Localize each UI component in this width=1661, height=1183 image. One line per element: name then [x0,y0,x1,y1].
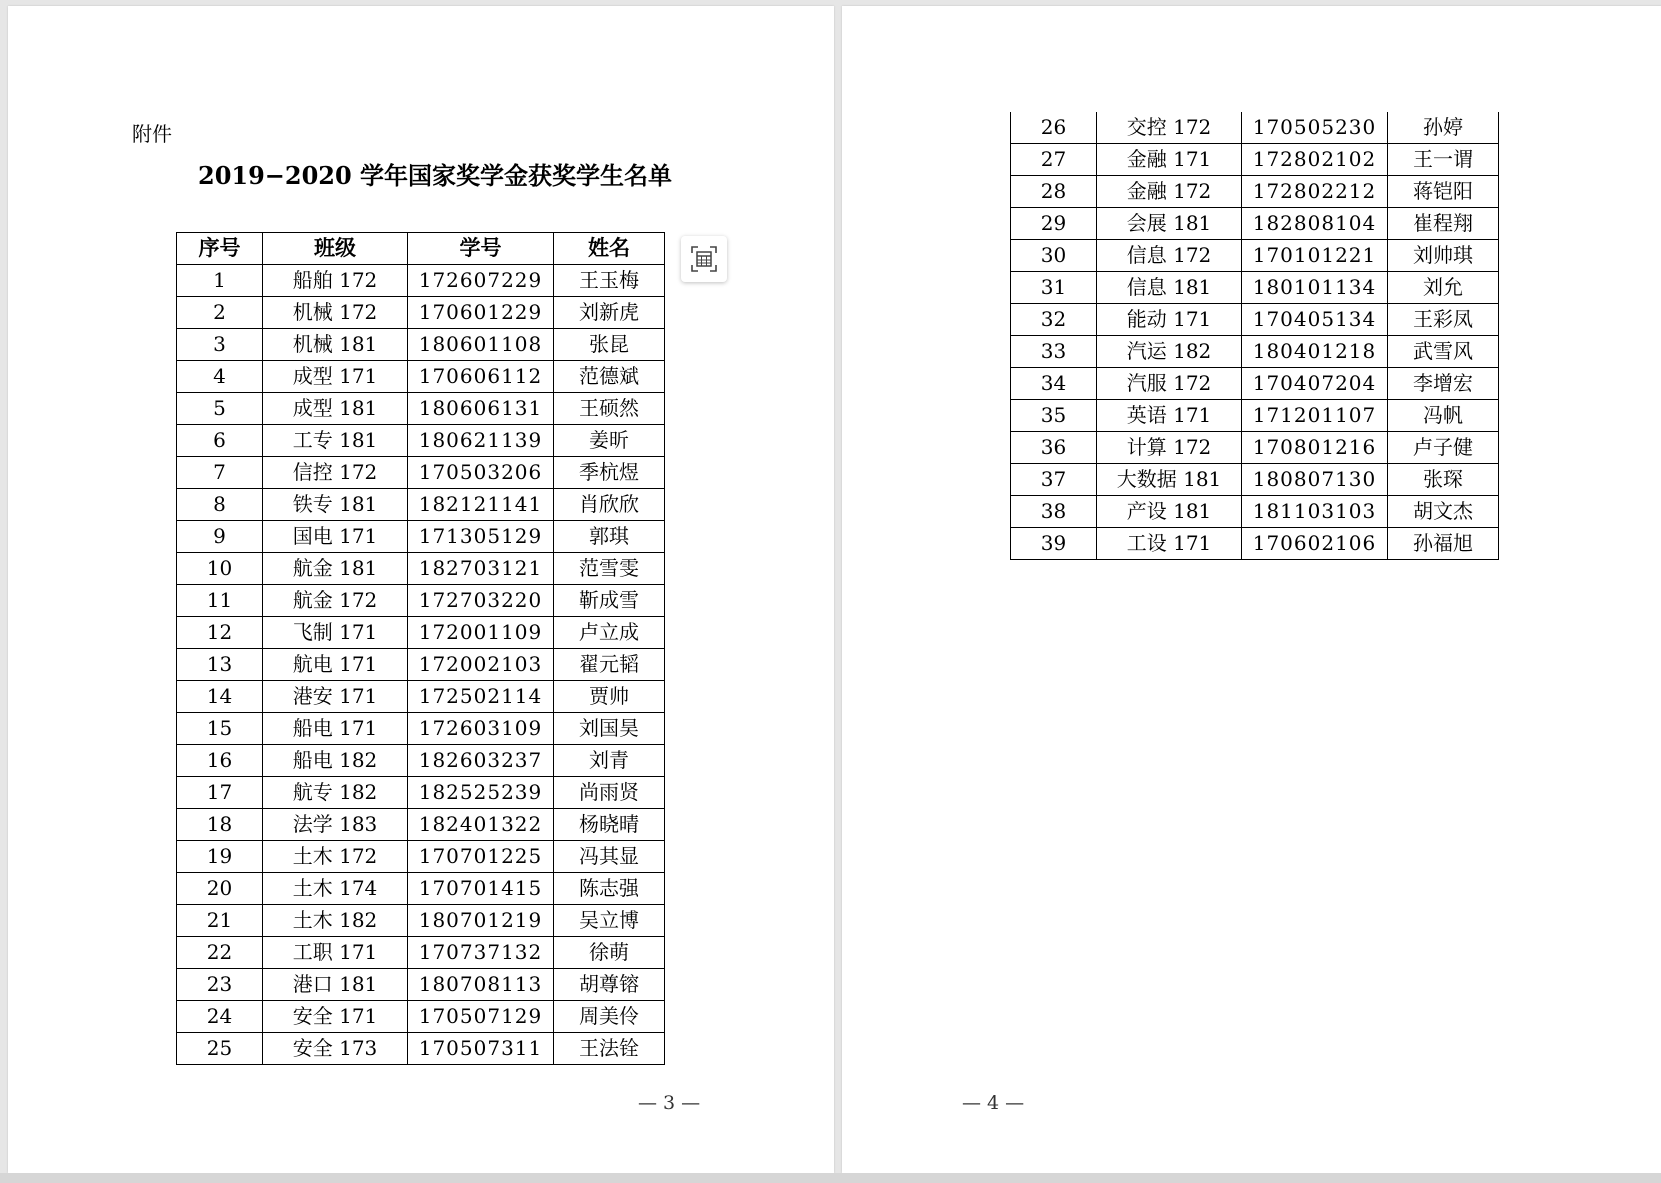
cell-name: 翟元韬 [554,649,665,681]
page-number-3: — 3 — [638,1092,701,1114]
cell-student-id: 170505230 [1242,112,1388,144]
cell-class: 交控 172 [1097,112,1242,144]
cell-index: 33 [1011,336,1097,368]
cell-index: 37 [1011,464,1097,496]
cell-name: 王彩凤 [1388,304,1499,336]
table-row [177,681,665,713]
cell-student-id: 170801216 [1242,432,1388,464]
cell-name: 王一谓 [1388,144,1499,176]
cell-name: 蒋铠阳 [1388,176,1499,208]
cell-class: 汽运 182 [1097,336,1242,368]
cell-class: 航金 172 [263,585,408,617]
cell-student-id: 180621139 [408,425,554,457]
cell-student-id: 182525239 [408,777,554,809]
cell-class: 船电 171 [263,713,408,745]
cell-student-id: 170602106 [1242,528,1388,560]
table-row [177,457,665,489]
cell-class: 机械 181 [263,329,408,361]
cell-student-id: 171201107 [1242,400,1388,432]
cell-index: 34 [1011,368,1097,400]
cell-name: 卢子健 [1388,432,1499,464]
table-header-row [177,233,665,265]
cell-index: 28 [1011,176,1097,208]
cell-student-id: 180701219 [408,905,554,937]
cell-student-id: 180401218 [1242,336,1388,368]
cell-student-id: 180606131 [408,393,554,425]
header-index: 序号 [177,233,263,265]
table-row [177,361,665,393]
table-row [177,585,665,617]
cell-class: 航专 182 [263,777,408,809]
attachment-label: 附件 [132,122,172,146]
cell-index: 26 [1011,112,1097,144]
table-row [177,841,665,873]
cell-name: 王玉梅 [554,265,665,297]
cell-index: 32 [1011,304,1097,336]
cell-index: 31 [1011,272,1097,304]
table-row [177,777,665,809]
cell-name: 刘新虎 [554,297,665,329]
cell-name: 卢立成 [554,617,665,649]
cell-index: 2 [177,297,263,329]
scholarship-table-page-4 [1010,112,1499,560]
table-row [1011,272,1499,304]
cell-class: 工设 171 [1097,528,1242,560]
table-row [177,393,665,425]
cell-name: 靳成雪 [554,585,665,617]
cell-class: 安全 171 [263,1001,408,1033]
cell-index: 27 [1011,144,1097,176]
table-row [177,905,665,937]
table-row [177,521,665,553]
cell-name: 李增宏 [1388,368,1499,400]
table-row [177,425,665,457]
cell-index: 13 [177,649,263,681]
cell-class: 国电 171 [263,521,408,553]
cell-student-id: 180101134 [1242,272,1388,304]
table-calculator-icon [690,245,718,273]
cell-class: 英语 171 [1097,400,1242,432]
cell-student-id: 170737132 [408,937,554,969]
table-row [1011,144,1499,176]
cell-name: 范雪雯 [554,553,665,585]
header-class: 班级 [263,233,408,265]
cell-index: 19 [177,841,263,873]
cell-name: 郭琪 [554,521,665,553]
document-title: 2019−2020 学年国家奖学金获奖学生名单 [198,161,673,190]
cell-class: 港安 171 [263,681,408,713]
cell-name: 胡文杰 [1388,496,1499,528]
cell-student-id: 182121141 [408,489,554,521]
cell-index: 38 [1011,496,1097,528]
cell-index: 23 [177,969,263,1001]
table-row [1011,528,1499,560]
cell-student-id: 172802212 [1242,176,1388,208]
cell-index: 10 [177,553,263,585]
cell-student-id: 180807130 [1242,464,1388,496]
cell-student-id: 182603237 [408,745,554,777]
cell-student-id: 170606112 [408,361,554,393]
cell-name: 胡尊镕 [554,969,665,1001]
cell-name: 崔程翔 [1388,208,1499,240]
cell-name: 杨晓晴 [554,809,665,841]
cell-student-id: 172703220 [408,585,554,617]
cell-student-id: 170701415 [408,873,554,905]
table-row [177,809,665,841]
cell-name: 刘允 [1388,272,1499,304]
cell-student-id: 180601108 [408,329,554,361]
cell-class: 航电 171 [263,649,408,681]
table-row [177,329,665,361]
cell-name: 孙福旭 [1388,528,1499,560]
cell-student-id: 172607229 [408,265,554,297]
cell-class: 汽服 172 [1097,368,1242,400]
cell-index: 3 [177,329,263,361]
cell-name: 冯其显 [554,841,665,873]
page-number-4: — 4 — [962,1092,1025,1114]
cell-index: 9 [177,521,263,553]
table-row [177,489,665,521]
table-row [1011,336,1499,368]
cell-class: 港口 181 [263,969,408,1001]
cell-index: 22 [177,937,263,969]
cell-class: 土木 182 [263,905,408,937]
cell-student-id: 170507129 [408,1001,554,1033]
table-row [177,265,665,297]
cell-index: 29 [1011,208,1097,240]
cell-index: 36 [1011,432,1097,464]
table-row [1011,176,1499,208]
table-row [1011,112,1499,144]
cell-index: 14 [177,681,263,713]
cell-name: 周美伶 [554,1001,665,1033]
cell-name: 贾帅 [554,681,665,713]
cell-index: 17 [177,777,263,809]
cell-index: 1 [177,265,263,297]
cell-student-id: 170601229 [408,297,554,329]
table-row [177,1001,665,1033]
cell-index: 5 [177,393,263,425]
cell-student-id: 172001109 [408,617,554,649]
cell-class: 能动 171 [1097,304,1242,336]
cell-student-id: 180708113 [408,969,554,1001]
cell-class: 成型 171 [263,361,408,393]
cell-student-id: 172802102 [1242,144,1388,176]
cell-student-id: 170507311 [408,1033,554,1065]
page-3 [8,6,834,1173]
cell-index: 20 [177,873,263,905]
cell-student-id: 181103103 [1242,496,1388,528]
viewer-bottom-bar [0,1173,1661,1183]
cell-class: 大数据 181 [1097,464,1242,496]
cell-student-id: 170407204 [1242,368,1388,400]
cell-class: 船舶 172 [263,265,408,297]
cell-class: 船电 182 [263,745,408,777]
cell-class: 信控 172 [263,457,408,489]
cell-index: 16 [177,745,263,777]
header-name: 姓名 [554,233,665,265]
cell-student-id: 182703121 [408,553,554,585]
cell-index: 4 [177,361,263,393]
cell-student-id: 182808104 [1242,208,1388,240]
cell-index: 24 [177,1001,263,1033]
cell-class: 成型 181 [263,393,408,425]
cell-student-id: 172603109 [408,713,554,745]
cell-index: 25 [177,1033,263,1065]
cell-class: 航金 181 [263,553,408,585]
cell-name: 季杭煜 [554,457,665,489]
cell-student-id: 171305129 [408,521,554,553]
table-row [177,937,665,969]
cell-name: 范德斌 [554,361,665,393]
cell-index: 39 [1011,528,1097,560]
cell-class: 安全 173 [263,1033,408,1065]
table-row [177,873,665,905]
cell-name: 刘国昊 [554,713,665,745]
cell-class: 土木 172 [263,841,408,873]
table-row [177,553,665,585]
cell-student-id: 170503206 [408,457,554,489]
table-row [1011,240,1499,272]
cell-name: 吴立博 [554,905,665,937]
table-row [1011,400,1499,432]
cell-name: 王法铨 [554,1033,665,1065]
cell-index: 12 [177,617,263,649]
cell-class: 会展 181 [1097,208,1242,240]
cell-name: 姜昕 [554,425,665,457]
cell-class: 信息 181 [1097,272,1242,304]
cell-name: 刘青 [554,745,665,777]
cell-index: 11 [177,585,263,617]
cell-class: 工职 171 [263,937,408,969]
cell-student-id: 172002103 [408,649,554,681]
cell-student-id: 170701225 [408,841,554,873]
cell-class: 飞制 171 [263,617,408,649]
cell-name: 冯帆 [1388,400,1499,432]
cell-class: 信息 172 [1097,240,1242,272]
cell-class: 工专 181 [263,425,408,457]
cell-class: 机械 172 [263,297,408,329]
table-row [1011,432,1499,464]
table-row [1011,496,1499,528]
cell-class: 金融 171 [1097,144,1242,176]
cell-name: 尚雨贤 [554,777,665,809]
table-row [177,745,665,777]
cell-student-id: 172502114 [408,681,554,713]
table-row [177,297,665,329]
cell-index: 35 [1011,400,1097,432]
cell-name: 刘帅琪 [1388,240,1499,272]
cell-index: 8 [177,489,263,521]
cell-name: 张昆 [554,329,665,361]
cell-class: 金融 172 [1097,176,1242,208]
cell-index: 18 [177,809,263,841]
table-tool-button[interactable] [681,236,727,282]
cell-index: 30 [1011,240,1097,272]
cell-name: 张琛 [1388,464,1499,496]
cell-index: 21 [177,905,263,937]
cell-student-id: 170101221 [1242,240,1388,272]
cell-index: 7 [177,457,263,489]
cell-index: 6 [177,425,263,457]
scholarship-table-page-3 [176,232,665,1065]
cell-name: 陈志强 [554,873,665,905]
cell-class: 法学 183 [263,809,408,841]
table-row [1011,208,1499,240]
cell-class: 铁专 181 [263,489,408,521]
cell-index: 15 [177,713,263,745]
cell-class: 土木 174 [263,873,408,905]
cell-name: 王硕然 [554,393,665,425]
table-row [177,617,665,649]
table-row [177,649,665,681]
table-row [1011,368,1499,400]
page-4 [842,6,1661,1173]
cell-student-id: 182401322 [408,809,554,841]
cell-class: 产设 181 [1097,496,1242,528]
cell-name: 肖欣欣 [554,489,665,521]
cell-class: 计算 172 [1097,432,1242,464]
table-row [177,969,665,1001]
cell-name: 徐萌 [554,937,665,969]
table-row [1011,304,1499,336]
table-row [1011,464,1499,496]
table-row [177,713,665,745]
cell-student-id: 170405134 [1242,304,1388,336]
table-row [177,1033,665,1065]
header-student-id: 学号 [408,233,554,265]
cell-name: 武雪风 [1388,336,1499,368]
cell-name: 孙婷 [1388,112,1499,144]
